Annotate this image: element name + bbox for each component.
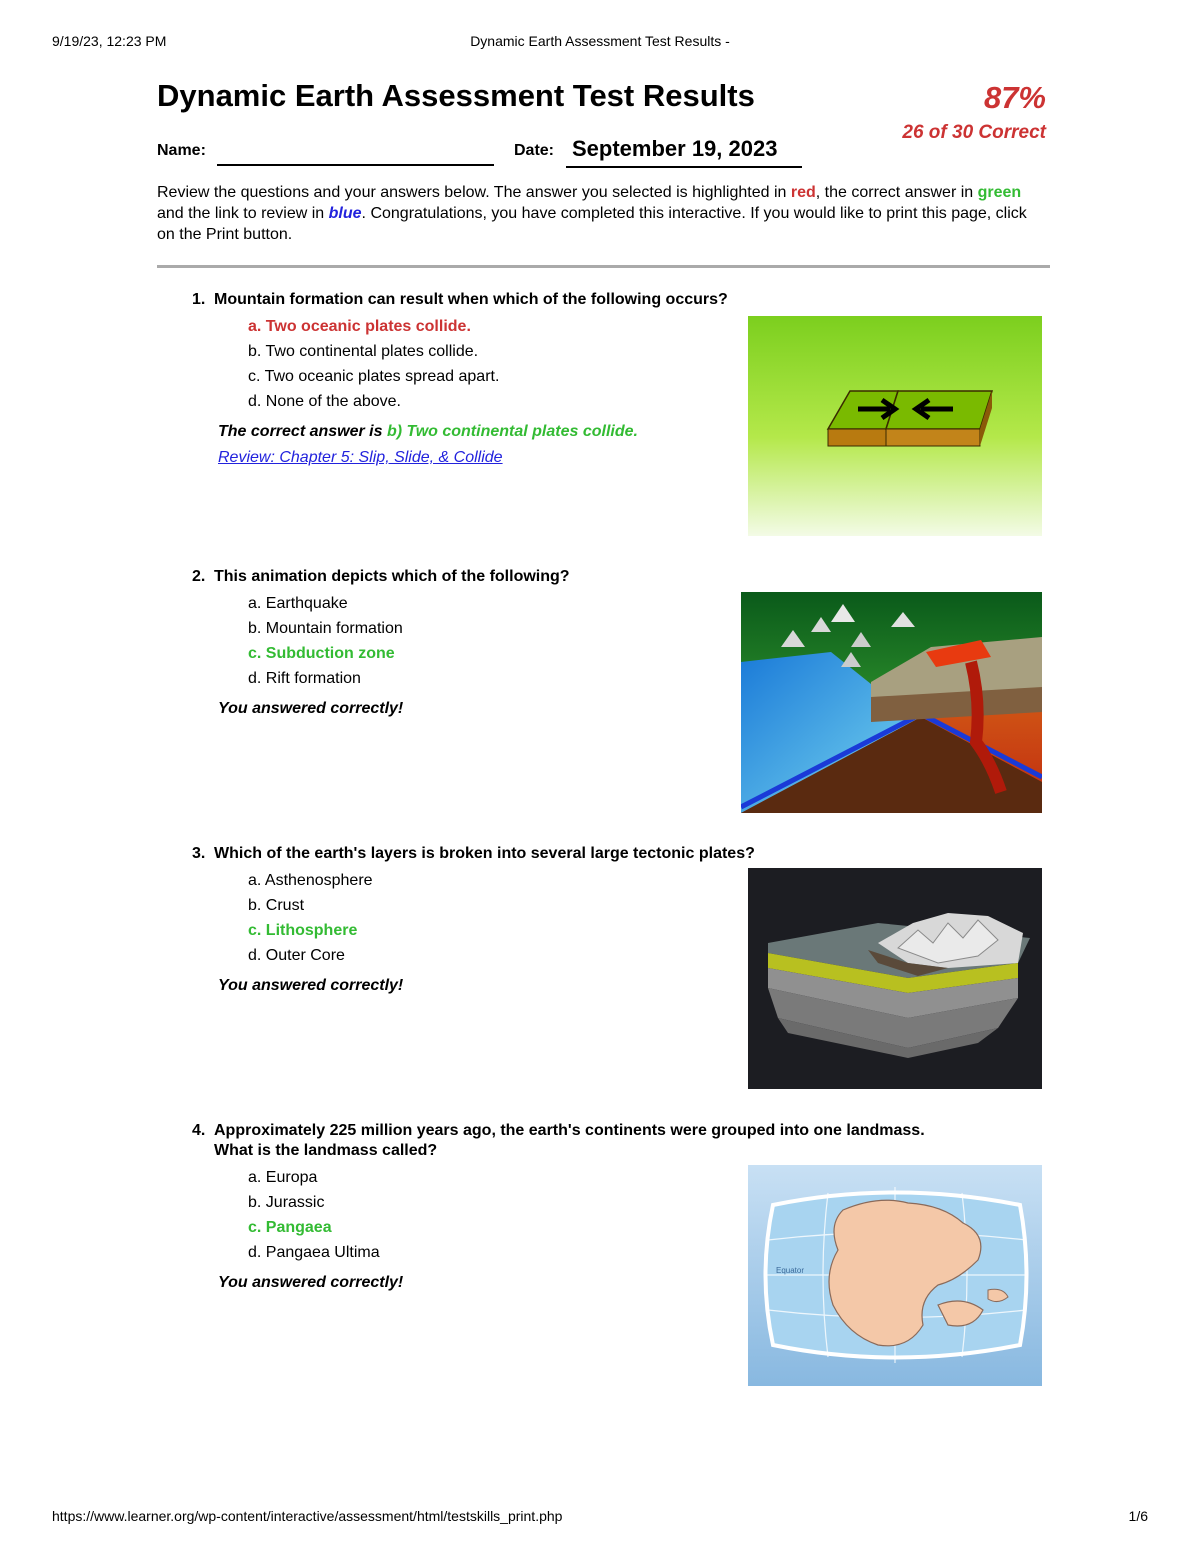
name-field	[217, 164, 494, 166]
question-text	[192, 844, 1022, 864]
option: b. Mountain formation	[248, 620, 403, 637]
option: d. Rift formation	[248, 670, 361, 687]
option-correct: c. Subduction zone	[248, 645, 395, 662]
print-url: https://www.learner.org/wp-content/interactive/assessment/html/testskills_print.php	[52, 1508, 563, 1524]
date-value: September 19, 2023	[566, 136, 802, 168]
question-prompt: This animation depicts which of the following?	[214, 568, 570, 585]
equator-label: Equator	[776, 1266, 805, 1275]
plates-collide-image	[748, 316, 1042, 536]
earth-layers-image	[748, 868, 1042, 1089]
question-number: 2.	[192, 568, 206, 585]
option-selected: a. Two oceanic plates collide.	[248, 318, 471, 335]
date-label: Date:	[514, 142, 555, 159]
option: a. Europa	[248, 1169, 318, 1186]
correct-answer: b) Two continental plates collide.	[386, 423, 638, 440]
question-number: 4.	[192, 1122, 206, 1139]
page-number: 1/6	[1128, 1508, 1148, 1524]
question-text	[192, 567, 1022, 587]
intro-green-word: green	[977, 184, 1022, 201]
option: d. Outer Core	[248, 947, 345, 964]
option: b. Jurassic	[248, 1194, 325, 1211]
intro-blue-word: blue	[328, 205, 362, 222]
option: a. Asthenosphere	[248, 872, 373, 889]
intro-red-word: red	[790, 184, 816, 201]
feedback: You answered correctly!	[218, 1274, 404, 1291]
divider	[157, 265, 1050, 268]
option-correct: c. Lithosphere	[248, 922, 358, 939]
score-count: 26 of 30 Correct	[902, 122, 1046, 143]
option: b. Two continental plates collide.	[248, 343, 479, 360]
question-number: 1.	[192, 291, 206, 308]
subduction-zone-image	[741, 592, 1042, 813]
option: b. Crust	[248, 897, 305, 914]
intro-part: . Congratulations, you have completed this interactive. If you would like to print this page, click on the Print button.	[157, 205, 1027, 243]
intro-part: Review the questions and your answers below. The answer you selected is highlighted in	[157, 184, 791, 201]
intro-part: , the correct answer in	[815, 184, 978, 201]
review-link[interactable]: Review: Chapter 5: Slip, Slide, & Collide	[218, 449, 503, 466]
print-datetime: 9/19/23, 12:23 PM	[52, 33, 167, 49]
question-prompt: Mountain formation can result when which of the following occurs?	[214, 291, 728, 308]
score-percent: 87%	[983, 80, 1046, 115]
option: d. Pangaea Ultima	[248, 1244, 380, 1261]
option: d. None of the above.	[248, 393, 401, 410]
question-text	[192, 1121, 1022, 1161]
option: c. Two oceanic plates spread apart.	[248, 368, 500, 385]
question-number: 3.	[192, 845, 206, 862]
feedback-prefix: The correct answer is	[218, 423, 387, 440]
print-doc-title: Dynamic Earth Assessment Test Results -	[470, 33, 730, 49]
feedback: You answered correctly!	[218, 977, 404, 994]
question-prompt: Which of the earth's layers is broken into several large tectonic plates?	[214, 845, 755, 862]
question-prompt-cont: What is the landmass called?	[214, 1142, 438, 1159]
intro-text	[157, 182, 1047, 245]
question-prompt: Approximately 225 million years ago, the earth's continents were grouped into one landmass.	[214, 1122, 925, 1139]
feedback: You answered correctly!	[218, 700, 404, 717]
name-label: Name:	[157, 142, 206, 159]
page-title: Dynamic Earth Assessment Test Results	[157, 78, 755, 113]
option-correct: c. Pangaea	[248, 1219, 332, 1236]
question-text	[192, 290, 1022, 310]
intro-part: and the link to review in	[157, 205, 329, 222]
option: a. Earthquake	[248, 595, 348, 612]
pangaea-map-image	[748, 1165, 1042, 1386]
